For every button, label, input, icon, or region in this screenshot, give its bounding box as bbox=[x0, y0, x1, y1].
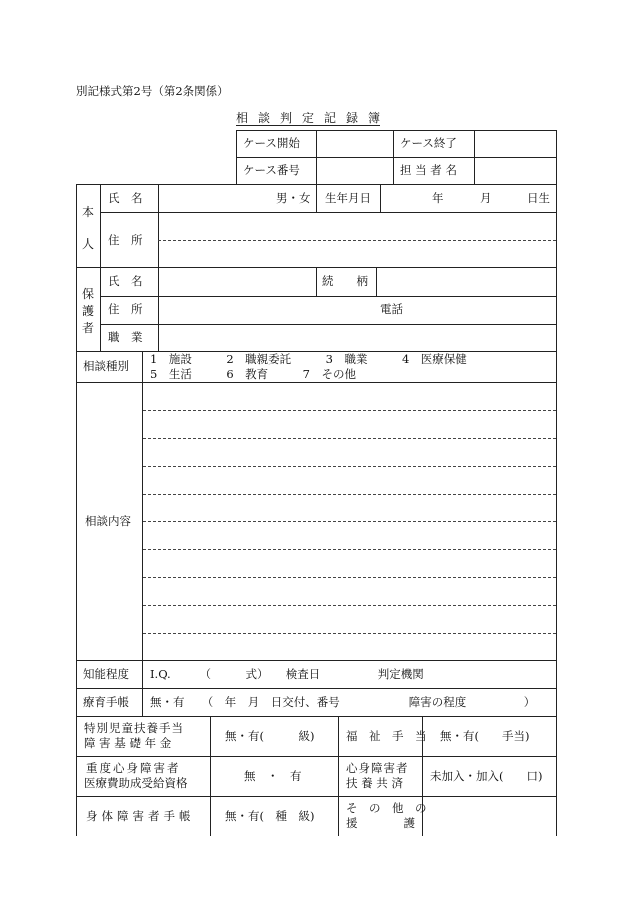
intelligence-text: I.Q. （ 式） 検査日 判定機関 bbox=[150, 667, 424, 681]
allowance-1-right-value: 無・有( 手当) bbox=[440, 729, 530, 743]
allowance-1-left-line1: 特別児童扶養手当 bbox=[84, 721, 184, 735]
allowance-2-right-line2: 扶 養 共 済 bbox=[346, 776, 403, 790]
allowance-2-right-line1: 心身障害者 bbox=[346, 761, 409, 775]
allowance-2-left-line2: 医療費助成受給資格 bbox=[84, 776, 188, 790]
allowance-2-right-value: 未加入・加入( 口) bbox=[430, 769, 543, 783]
person-section-char-2: 人 bbox=[82, 237, 95, 251]
guardian-name-label: 氏 名 bbox=[108, 274, 143, 288]
consult-type-label: 相談種別 bbox=[83, 359, 129, 373]
guardian-job-label: 職 業 bbox=[108, 330, 143, 344]
page-title: 相談判定記録簿 bbox=[236, 111, 391, 125]
birth-day: 日生 bbox=[527, 191, 550, 205]
allowance-1-left-line2: 障 害 基 礎 年 金 bbox=[84, 736, 172, 750]
guardian-section-char-2: 護 bbox=[82, 304, 95, 318]
birth-month: 月 bbox=[480, 191, 492, 205]
handbook-label: 療育手帳 bbox=[83, 695, 129, 709]
allowance-3-left-value: 無・有( 種 級) bbox=[225, 809, 315, 823]
guardian-address-label: 住 所 bbox=[108, 302, 143, 316]
form-number: 別記様式第2号（第2条関係） bbox=[76, 84, 229, 98]
allowance-3-right-line1: そ の 他 の bbox=[346, 801, 427, 815]
consult-type-options-row2: 5 生活 6 教育 7 その他 bbox=[150, 367, 356, 381]
case-number-label: ケース番号 bbox=[243, 163, 300, 177]
guardian-section-char-1: 保 bbox=[82, 287, 95, 301]
title-underline bbox=[236, 125, 380, 126]
staff-name-label: 担 当 者 名 bbox=[400, 163, 457, 177]
allowance-3-right-line2: 援 護 bbox=[346, 816, 415, 830]
person-section-char-1: 本 bbox=[82, 205, 95, 219]
handbook-text: 無・有 （ 年 月 日交付、番号 障害の程度 ） bbox=[150, 695, 536, 709]
case-start-label: ケース開始 bbox=[243, 136, 300, 150]
person-sex: 男・女 bbox=[276, 191, 311, 205]
allowance-2-left-value: 無 ・ 有 bbox=[244, 769, 302, 783]
allowance-3-left-label: 身体障害者手帳 bbox=[86, 809, 195, 823]
birth-year: 年 bbox=[432, 191, 444, 205]
person-birth-label: 生年月日 bbox=[325, 191, 371, 205]
consult-content-label: 相談内容 bbox=[85, 514, 131, 528]
person-name-label: 氏 名 bbox=[108, 191, 143, 205]
guardian-phone-label: 電話 bbox=[380, 302, 403, 316]
guardian-section-char-3: 者 bbox=[82, 321, 95, 335]
allowance-1-right-label: 福 祉 手 当 bbox=[346, 729, 427, 743]
case-end-label: ケース終了 bbox=[400, 136, 457, 150]
consult-type-options-row1: 1 施設 2 職親委託 3 職業 4 医療保健 bbox=[150, 352, 467, 366]
intelligence-label: 知能程度 bbox=[83, 667, 129, 681]
allowance-1-left-value: 無・有( 級) bbox=[225, 729, 315, 743]
guardian-relation-label: 続 柄 bbox=[322, 274, 368, 288]
allowance-2-left-line1: 重度心身障害者 bbox=[86, 761, 181, 775]
person-address-label: 住 所 bbox=[108, 233, 143, 247]
